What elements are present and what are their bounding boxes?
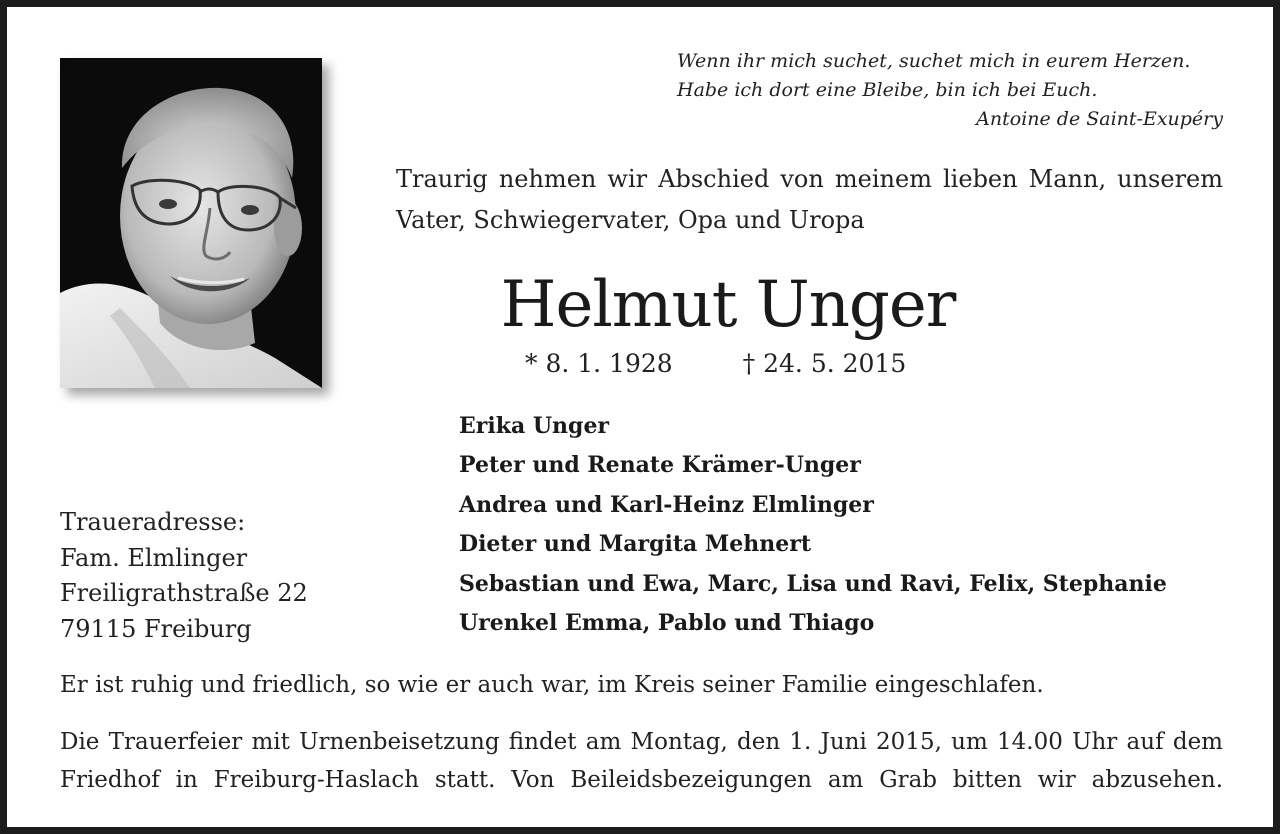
epigraph xyxy=(677,47,1223,134)
mourner-line: Erika Unger xyxy=(459,413,610,439)
address-street: Freiligrathstraße 22 xyxy=(60,579,308,607)
mourning-address xyxy=(60,505,390,647)
epigraph-author: Antoine de Saint-Exupéry xyxy=(976,108,1223,130)
portrait-photo xyxy=(60,58,322,388)
mourner-line: Peter und Renate Krämer-Unger xyxy=(459,452,861,479)
epigraph-line: Wenn ihr mich suchet, suchet mich in eurem Herzen. xyxy=(677,50,1191,72)
death-date: † 24. 5. 2015 xyxy=(742,349,907,378)
notice-paragraph: Er ist ruhig und friedlich, so wie er auch war, im Kreis seiner Familie eingeschlafen. xyxy=(60,672,1044,698)
funeral-paragraph: Die Trauerfeier mit Urnenbeisetzung findet am Montag, den 1. Juni 2015, um 14.00 Uhr auf dem Friedhof in Freiburg-Haslach statt. Von Beileidsbezeigungen am Grab bitten wir abzusehen. xyxy=(60,729,1223,793)
mourner-line: Urenkel Emma, Pablo und Thiago xyxy=(459,610,875,637)
address-label: Traueradresse: xyxy=(60,508,246,536)
address-family: Fam. Elmlinger xyxy=(60,543,248,572)
deceased-name: Helmut Unger xyxy=(500,268,956,342)
intro-text: Traurig nehmen wir Abschied von meinem lieben Mann, unserem Vater, Schwiegervater, Opa und Uropa xyxy=(396,165,1223,234)
birth-date: * 8. 1. 1928 xyxy=(525,349,673,378)
address-city: 79115 Freiburg xyxy=(60,614,252,643)
life-dates xyxy=(525,347,906,381)
mourner-line: Andrea und Karl-Heinz Elmlinger xyxy=(459,491,874,518)
mourner-line: Dieter und Margita Mehnert xyxy=(459,531,811,558)
epigraph-line: Habe ich dort eine Bleibe, bin ich bei Euch. xyxy=(677,79,1098,101)
mourner-line: Sebastian und Ewa, Marc, Lisa und Ravi, Felix, Stephanie xyxy=(459,570,1167,597)
mourners-list xyxy=(459,407,1239,643)
